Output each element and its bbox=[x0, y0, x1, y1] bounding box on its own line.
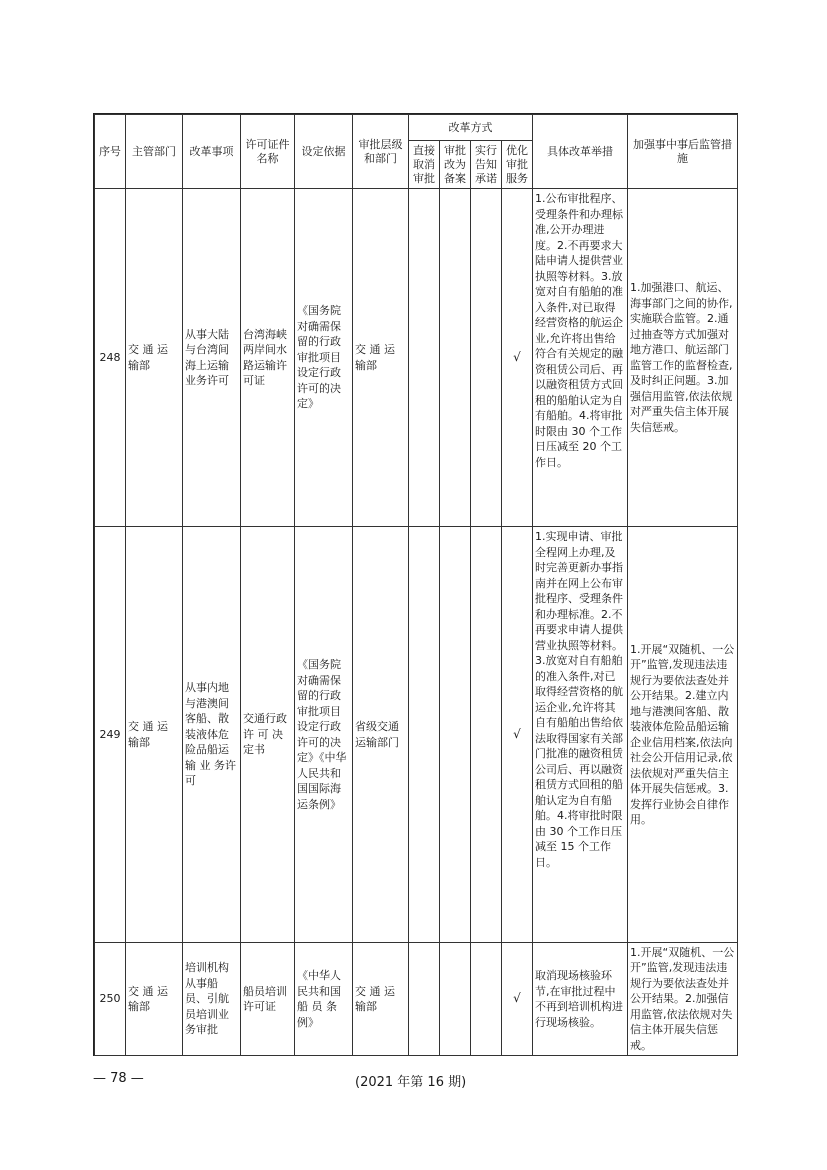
header-mode-cancel: 直接取消审批 bbox=[409, 141, 440, 189]
row-seq: 250 bbox=[95, 943, 126, 1056]
row-mode-cancel bbox=[409, 943, 440, 1056]
row-mode-record bbox=[440, 189, 471, 527]
row-level: 交 通 运 输部 bbox=[353, 943, 409, 1056]
row-dept: 交 通 运 输部 bbox=[126, 527, 183, 943]
row-supervision: 1.开展“双随机、一公开”监管,发现违法违规行为要依法查处并公开结果。2.建立内地与港澳间客船、散装液体危险品船运输企业信用档案,依法向社会公开信用记录,依法依规对严重失信主体开展失信惩戒。3.发挥行业协会自律作用。 bbox=[628, 527, 738, 943]
row-supervision: 1.加强港口、航运、海事部门之间的协作,实施联合监管。2.通过抽查等方式加强对地方港口、航运部门监管工作的监督检查,及时纠正问题。3.加强信用监管,依法依规对严重失信主体开展失信惩戒。 bbox=[628, 189, 738, 527]
row-item: 从事大陆与台湾间海上运输业务许可 bbox=[183, 189, 241, 527]
row-dept: 交 通 运 输部 bbox=[126, 189, 183, 527]
row-dept: 交 通 运 输部 bbox=[126, 943, 183, 1056]
row-level: 省级交通运输部门 bbox=[353, 527, 409, 943]
reform-table bbox=[94, 114, 738, 1056]
row-measures: 1.实现申请、审批全程网上办理,及时完善更新办事指南并在网上公布审批程序、受理条件和办理标准。2.不再要求申请人提供营业执照等材料。3.放宽对自有船舶的准入条件,对已取得经营资格的航运企业,允许将其自有船舶出售给依法取得国家有关部门批准的融资租赁公司后、再以融资租赁方式回租的船舶认定为自有船舶。4.将审批时限由 30 个工作日压减至 15 个工作日。 bbox=[533, 527, 628, 943]
row-mode-notify bbox=[471, 943, 502, 1056]
row-measures: 取消现场核验环节,在审批过程中不再到培训机构进行现场核验。 bbox=[533, 943, 628, 1056]
header-mode-group: 改革方式 bbox=[409, 115, 533, 141]
header-mode-record: 审批改为备案 bbox=[440, 141, 471, 189]
header-level: 审批层级和部门 bbox=[353, 115, 409, 189]
row-cert: 船员培训许可证 bbox=[241, 943, 295, 1056]
row-mode-record bbox=[440, 527, 471, 943]
row-item: 从事内地与港澳间客船、散装液体危险品船运输 业 务许可 bbox=[183, 527, 241, 943]
row-mode-record bbox=[440, 943, 471, 1056]
header-dept: 主管部门 bbox=[126, 115, 183, 189]
table-row bbox=[95, 943, 738, 1056]
row-mode-notify bbox=[471, 527, 502, 943]
row-mode-cancel bbox=[409, 189, 440, 527]
row-mode-optimize: √ bbox=[502, 943, 533, 1056]
issue-label: (2021 年第 16 期) bbox=[355, 1075, 467, 1090]
reform-table-frame bbox=[93, 113, 738, 1056]
header-supervision: 加强事中事后监管措施 bbox=[628, 115, 738, 189]
page-number: — 78 — bbox=[93, 1071, 144, 1086]
row-measures: 1.公布审批程序、受理条件和办理标准,公开办理进度。2.不再要求大陆申请人提供营业执照等材料。3.放宽对自有船舶的准入条件,对已取得经营资格的航运企业,允许将出售给符合有关规定的融资租赁公司后、再以融资租赁方式回租的船舶认定为自有船舶。4.将审批时限由 30 个工作日压减至 20 个工作日。 bbox=[533, 189, 628, 527]
header-mode-notify: 实行告知承诺 bbox=[471, 141, 502, 189]
header-mode-optimize: 优化审批服务 bbox=[502, 141, 533, 189]
row-seq: 249 bbox=[95, 527, 126, 943]
row-cert: 交通行政许 可 决定书 bbox=[241, 527, 295, 943]
row-basis: 《国务院对确需保留的行政审批项目设定行政许可的决定》 bbox=[295, 189, 353, 527]
row-basis: 《中华人民共和国船 员 条例》 bbox=[295, 943, 353, 1056]
row-cert: 台湾海峡两岸间水路运输许可证 bbox=[241, 189, 295, 527]
header-measures: 具体改革举措 bbox=[533, 115, 628, 189]
row-mode-cancel bbox=[409, 527, 440, 943]
header-basis: 设定依据 bbox=[295, 115, 353, 189]
row-item: 培训机构从事船员、引航员培训业务审批 bbox=[183, 943, 241, 1056]
header-item: 改革事项 bbox=[183, 115, 241, 189]
row-supervision: 1.开展“双随机、一公开”监管,发现违法违规行为要依法查处并公开结果。2.加强信用监管,依法依规对失信主体开展失信惩戒。 bbox=[628, 943, 738, 1056]
row-mode-notify bbox=[471, 189, 502, 527]
header-cert: 许可证件名称 bbox=[241, 115, 295, 189]
row-level: 交 通 运 输部 bbox=[353, 189, 409, 527]
row-mode-optimize: √ bbox=[502, 527, 533, 943]
header-seq: 序号 bbox=[95, 115, 126, 189]
table-row bbox=[95, 189, 738, 527]
table-row bbox=[95, 527, 738, 943]
row-seq: 248 bbox=[95, 189, 126, 527]
row-mode-optimize: √ bbox=[502, 189, 533, 527]
row-basis: 《国务院对确需保留的行政审批项目设定行政许可的决定》《中华人民共和国国际海运条例》 bbox=[295, 527, 353, 943]
